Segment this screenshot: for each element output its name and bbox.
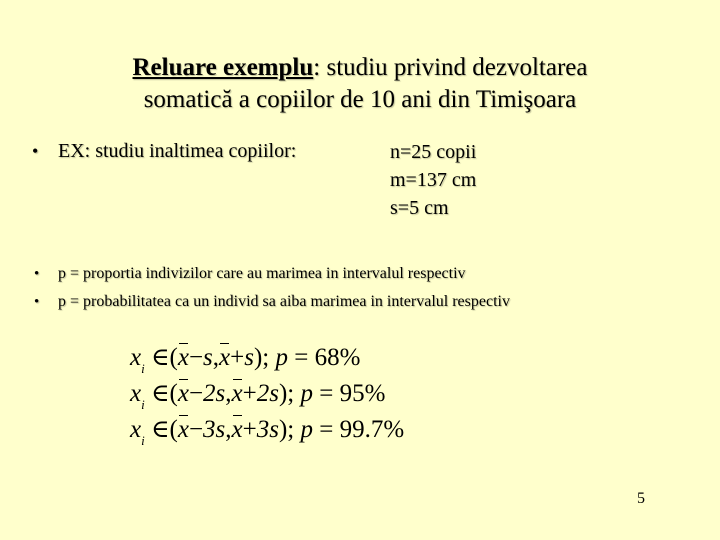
open-paren: ( — [169, 416, 178, 443]
close-paren: ); — [253, 344, 270, 371]
minus-sign: − — [188, 416, 204, 443]
formula-subscript: i — [141, 361, 145, 376]
x-bar: x — [178, 340, 189, 376]
element-of-symbol: ∈ — [150, 380, 170, 407]
plus-sign: + — [242, 380, 257, 407]
equals-sign: = — [294, 344, 309, 371]
percentage: 68% — [314, 344, 361, 371]
percentage: 95% — [339, 380, 386, 407]
page-number: 5 — [637, 490, 645, 507]
k-sigma-left: 3s — [203, 416, 226, 443]
title-line-2: somatică a copiilor de 10 ani din Timişoara — [143, 86, 577, 113]
comma: , — [212, 344, 220, 371]
equals-sign: = — [319, 416, 334, 443]
open-paren: ( — [169, 344, 178, 371]
open-paren: ( — [169, 380, 178, 407]
k-sigma-left: s — [203, 344, 213, 371]
p-definition-2-text: p = probabilitatea ca un individ sa aiba marimea in intervalul respectiv — [58, 293, 510, 310]
x-bar: x — [232, 412, 243, 448]
x-bar: x — [219, 340, 230, 376]
ex-text: EX: studiu inaltimea copiilor: — [58, 140, 297, 162]
value-n: n=25 copii — [390, 141, 477, 163]
title-line-1 — [60, 52, 660, 84]
minus-sign: − — [188, 380, 204, 407]
formula-row-3 — [130, 412, 404, 448]
x-bar: x — [232, 376, 243, 412]
formula-subscript: i — [141, 397, 145, 412]
p-definition-2 — [34, 292, 510, 312]
formula-x: x — [130, 344, 142, 371]
plus-sign: + — [242, 416, 257, 443]
comma: , — [225, 416, 232, 443]
value-m: m=137 cm — [390, 169, 477, 191]
sample-values — [390, 138, 476, 222]
formula-p: p — [300, 380, 314, 407]
k-sigma-left: 2s — [203, 380, 226, 407]
x-bar: x — [178, 412, 189, 448]
close-paren: ); — [278, 416, 295, 443]
p-definition-1 — [34, 264, 466, 284]
plus-sign: + — [230, 344, 245, 371]
p-definition-1-text: p = proportia indivizilor care au marimea in intervalul respectiv — [58, 265, 466, 282]
formula-p: p — [275, 344, 289, 371]
k-sigma-right: 2s — [256, 380, 279, 407]
element-of-symbol: ∈ — [150, 344, 170, 371]
formula-subscript: i — [141, 433, 145, 448]
formula-p: p — [300, 416, 314, 443]
close-paren: ); — [278, 380, 295, 407]
element-of-symbol: ∈ — [150, 416, 170, 443]
ex-bullet — [32, 138, 297, 164]
comma: , — [225, 380, 232, 407]
equals-sign: = — [319, 380, 334, 407]
title-rest: : studiu privind dezvoltarea — [313, 54, 588, 81]
value-s: s=5 cm — [390, 197, 449, 219]
formula-row-2 — [130, 376, 404, 412]
minus-sign: − — [188, 344, 204, 371]
bullet-dot: • — [34, 266, 40, 282]
k-sigma-right: s — [244, 344, 254, 371]
k-sigma-right: 3s — [256, 416, 279, 443]
formula-block — [130, 340, 404, 448]
bullet-dot: • — [34, 294, 40, 310]
percentage: 99.7% — [339, 416, 405, 443]
bullet-dot: • — [32, 141, 39, 161]
slide-title — [60, 52, 660, 116]
formula-x: x — [130, 380, 142, 407]
formula-x: x — [130, 416, 142, 443]
formula-row-1 — [130, 340, 404, 376]
x-bar: x — [178, 376, 189, 412]
title-bold-part: Reluare exemplu — [132, 54, 314, 81]
